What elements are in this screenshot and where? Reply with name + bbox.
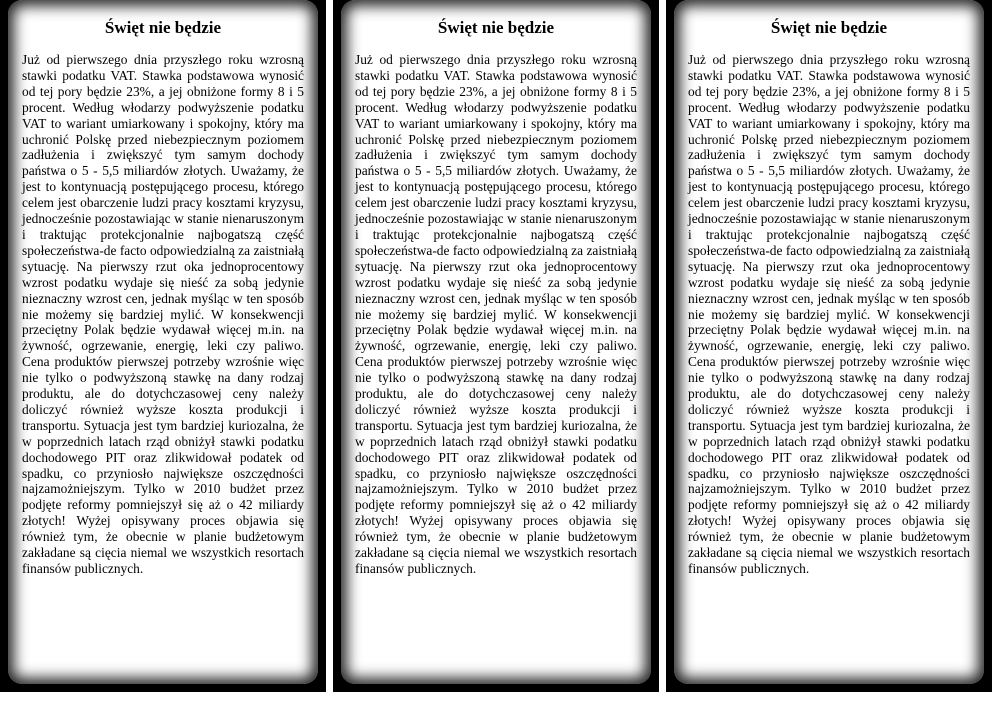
- leaflet-title: Święt nie będzie: [104, 18, 222, 37]
- leaflet-body-text: Już od pierwszego dnia przyszłego roku wzrosną stawki podatku VAT. Stawka podstawowa wynosić od tej pory będzie 23%, a jej obniżone formy 8 i 5 procent. Według włodarzy podwyższenie podatku VAT to wariant umiarkowany i spokojny, który ma uchronić Polskę przed niebezpiecznym poziomem zadłużenia i zwiększyć tym samym dochody państwa o 5 - 5,5 miliardów złotych. Uważamy, że jest to kontynuacją postępującego procesu, którego celem jest obarczenie ludzi pracy kosztami kryzysu, jednocześnie pozostawiając w stanie nienaruszonym i traktując protekcjonalnie najbogatszą część społeczeństwa-de facto odpowiedzialną za zaistniałą sytuację. Na pierwszy rzut oka jednoprocentowy wzrost podatku wydaje się nieść za sobą jedynie nieznaczny wzrost cen, jednak myśląc w ten sposób nie możemy się bardziej mylić. W konsekwencji przeciętny Polak będzie wydawał więcej m.in. na żywność, ogrzewanie, energię, leki czy paliwo. Cena produktów pierwszej potrzeby wzrośnie więc nie tylko o podwyższoną stawkę na dany rodzaj produktu, ale do dotychczasowej ceny należy doliczyć również wyższe koszta produkcji i transportu. Sytuacja jest tym bardziej kuriozalna, że w poprzednich latach rząd obniżył stawki podatku dochodowego PIT oraz zlikwidował podatek od spadku, co przyniosło największe oszczędności najzamożniejszym. Tylko w 2010 budżet przez podjęte reformy pomniejszył się aż o 42 miliardy złotych! Wyżej opisywany proces objawia się również tym, że obecnie w planie budżetowym zakładane są cięcia niemal we wszystkich resortach finansów publicznych.: [355, 52, 637, 576]
- leaflet-card: [341, 0, 651, 684]
- leaflet-card: [674, 0, 984, 684]
- leaflet-body-text: Już od pierwszego dnia przyszłego roku wzrosną stawki podatku VAT. Stawka podstawowa wynosić od tej pory będzie 23%, a jej obniżone formy 8 i 5 procent. Według włodarzy podwyższenie podatku VAT to wariant umiarkowany i spokojny, który ma uchronić Polskę przed niebezpiecznym poziomem zadłużenia i zwiększyć tym samym dochody państwa o 5 - 5,5 miliardów złotych. Uważamy, że jest to kontynuacją postępującego procesu, którego celem jest obarczenie ludzi pracy kosztami kryzysu, jednocześnie pozostawiając w stanie nienaruszonym i traktując protekcjonalnie najbogatszą część społeczeństwa-de facto odpowiedzialną za zaistniałą sytuację. Na pierwszy rzut oka jednoprocentowy wzrost podatku wydaje się nieść za sobą jedynie nieznaczny wzrost cen, jednak myśląc w ten sposób nie możemy się bardziej mylić. W konsekwencji przeciętny Polak będzie wydawał więcej m.in. na żywność, ogrzewanie, energię, leki czy paliwo. Cena produktów pierwszej potrzeby wzrośnie więc nie tylko o podwyższoną stawkę na dany rodzaj produktu, ale do dotychczasowej ceny należy doliczyć również wyższe koszta produkcji i transportu. Sytuacja jest tym bardziej kuriozalna, że w poprzednich latach rząd obniżył stawki podatku dochodowego PIT oraz zlikwidował podatek od spadku, co przyniosło największe oszczędności najzamożniejszym. Tylko w 2010 budżet przez podjęte reformy pomniejszył się aż o 42 miliardy złotych! Wyżej opisywany proces objawia się również tym, że obecnie w planie budżetowym zakładane są cięcia niemal we wszystkich resortach finansów publicznych.: [22, 52, 304, 576]
- leaflet-title: Święt nie będzie: [770, 18, 888, 37]
- leaflet-page-1: [0, 0, 326, 692]
- leaflet-card: [8, 0, 318, 684]
- leaflet-page-3: [666, 0, 992, 692]
- leaflet-body-text: Już od pierwszego dnia przyszłego roku wzrosną stawki podatku VAT. Stawka podstawowa wynosić od tej pory będzie 23%, a jej obniżone formy 8 i 5 procent. Według włodarzy podwyższenie podatku VAT to wariant umiarkowany i spokojny, który ma uchronić Polskę przed niebezpiecznym poziomem zadłużenia i zwiększyć tym samym dochody państwa o 5 - 5,5 miliardów złotych. Uważamy, że jest to kontynuacją postępującego procesu, którego celem jest obarczenie ludzi pracy kosztami kryzysu, jednocześnie pozostawiając w stanie nienaruszonym i traktując protekcjonalnie najbogatszą część społeczeństwa-de facto odpowiedzialną za zaistniałą sytuację. Na pierwszy rzut oka jednoprocentowy wzrost podatku wydaje się nieść za sobą jedynie nieznaczny wzrost cen, jednak myśląc w ten sposób nie możemy się bardziej mylić. W konsekwencji przeciętny Polak będzie wydawał więcej m.in. na żywność, ogrzewanie, energię, leki czy paliwo. Cena produktów pierwszej potrzeby wzrośnie więc nie tylko o podwyższoną stawkę na dany rodzaj produktu, ale do dotychczasowej ceny należy doliczyć również wyższe koszta produkcji i transportu. Sytuacja jest tym bardziej kuriozalna, że w poprzednich latach rząd obniżył stawki podatku dochodowego PIT oraz zlikwidował podatek od spadku, co przyniosło największe oszczędności najzamożniejszym. Tylko w 2010 budżet przez podjęte reformy pomniejszył się aż o 42 miliardy złotych! Wyżej opisywany proces objawia się również tym, że obecnie w planie budżetowym zakładane są cięcia niemal we wszystkich resortach finansów publicznych.: [688, 52, 970, 576]
- leaflet-title: Święt nie będzie: [437, 18, 555, 37]
- leaflet-page-2: [333, 0, 659, 692]
